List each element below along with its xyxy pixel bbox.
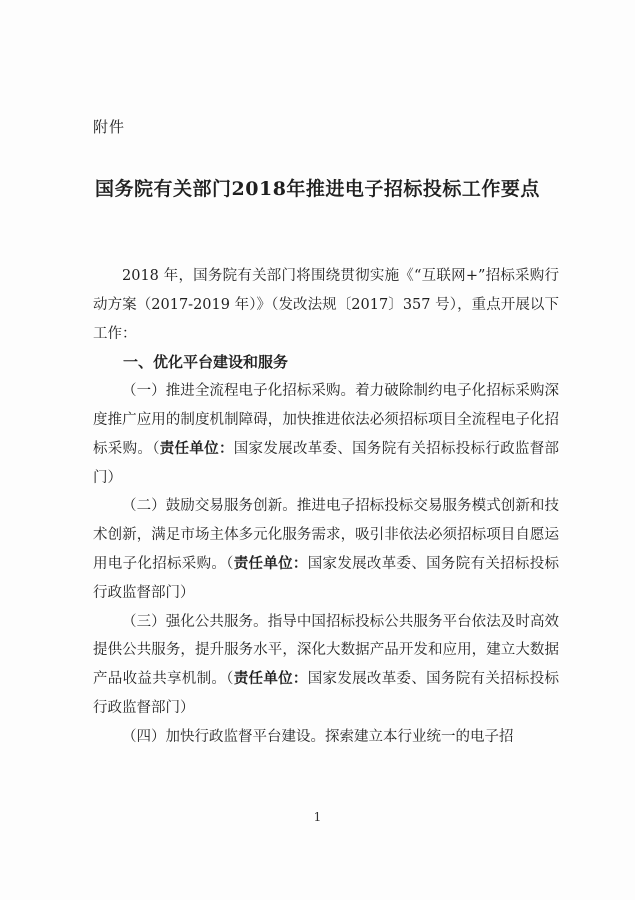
responsibility-label: 责任单位： (159, 440, 234, 457)
item-lead: （四）加快行政监督平台建设。 (122, 728, 325, 745)
responsibility-label: 责任单位： (233, 671, 308, 688)
responsibility-label: 责任单位： (233, 555, 308, 572)
item-paragraph-1 (93, 377, 559, 492)
item-lead: （一）推进全流程电子化招标采购。 (122, 383, 356, 400)
item-paragraph-4 (93, 723, 559, 752)
responsibility-units: 国家发展改革委、国务院有关招标投标行政监督部门） (93, 555, 560, 601)
item-paragraph-2 (93, 492, 559, 607)
document-title: 国务院有关部门2018年推进电子招标投标工作要点 (95, 178, 540, 200)
section-heading: 一、优化平台建设和服务 (123, 353, 289, 372)
responsibility-units: 国家发展改革委、国务院有关招标投标行政监督部门） (93, 671, 560, 716)
item-text: 推进电子招标投标交易服务模式创新和技术创新，满足市场主体多元化服务需求，吸引非依法必须招标项目自愿运用电子化招标采购。（ (93, 498, 559, 572)
responsibility-units: 国家发展改革委、国务院有关招标投标行政监督部门） (93, 440, 560, 486)
item-text: 着力破除制约电子化招标采购深度推广应用的制度机制障碍，加快推进依法必须招标项目全流程电子化招标采购。（ (93, 383, 560, 457)
attachment-label: 附件 (93, 118, 126, 136)
item-paragraph-3 (93, 608, 559, 723)
document-body (93, 262, 559, 752)
item-text: 指导中国招标投标公共服务平台依法及时高效提供公共服务，提升服务水平，深化大数据产品开发和应用，建立大数据产品收益共享机制。（ (93, 613, 560, 688)
item-lead: （二）鼓励交易服务创新。 (122, 498, 297, 515)
page-number: 1 (313, 810, 322, 824)
intro-paragraph: 2018 年，国务院有关部门将围绕贯彻实施《“互联网+”招标采购行动方案（2017-2019 年）》（发改法规〔2017〕357 号），重点开展以下工作： (93, 268, 559, 342)
item-lead: （三）强化公共服务。 (122, 613, 268, 630)
item-text: 探索建立本行业统一的电子招 (325, 728, 514, 745)
